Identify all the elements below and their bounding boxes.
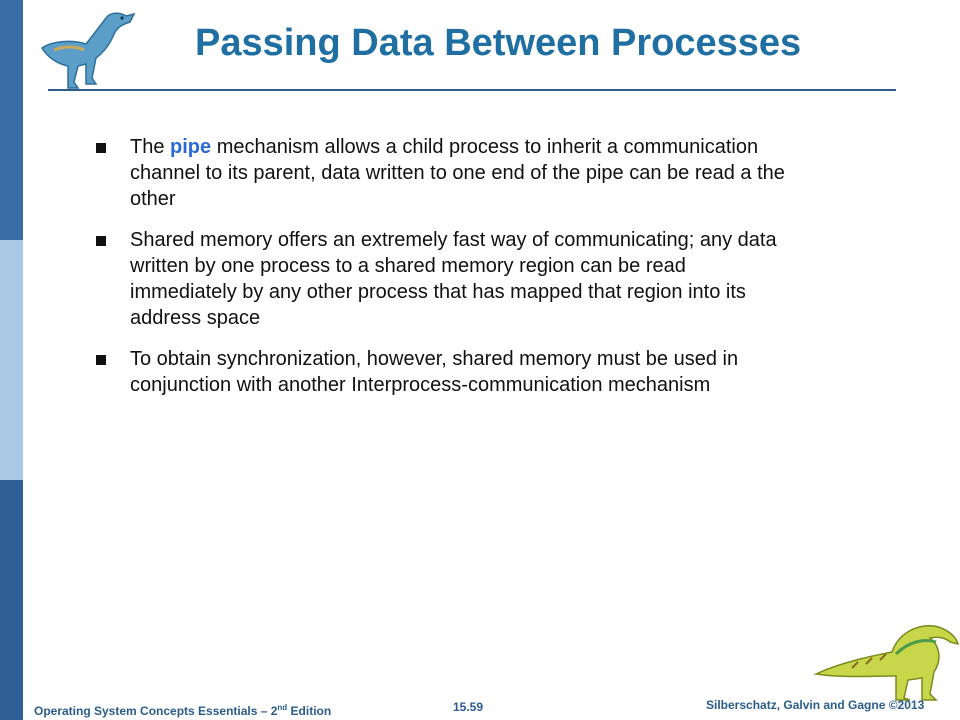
slide-title: Passing Data Between Processes [195,22,802,64]
bullet-text-start: The [130,136,171,158]
bullet-highlight: pipe [170,136,212,158]
bullet-item [96,134,796,212]
footer-book-sup: nd [277,703,288,712]
bullet-item [96,227,796,331]
bullet-text-end: mechanism allows a child process to inherit a communication channel to its parent, data written to one end of the pipe can be read a the other [130,136,785,210]
bullet-text: Shared memory offers an extremely fast way of communicating; any data written by one process to a shared memory region can be read immediately by any other process that has mapped that region into its address space [130,229,777,329]
footer-book-prefix: Operating System Concepts Essentials – 2 [34,704,278,718]
footer-copyright: Silberschatz, Galvin and Gagne ©2013 [706,698,925,712]
footer-book-suffix: Edition [287,704,332,718]
title-divider [48,89,896,91]
bullet-list [96,134,796,413]
side-bar-segment-light [0,240,23,480]
footer-book-title [34,703,331,718]
footer-page-number: 15.59 [453,700,484,714]
bullet-text: To obtain synchronization, however, shared memory must be used in conjunction with another Interprocess-communication mechanism [130,348,739,396]
dinosaur-logo-top-icon [34,4,150,90]
dinosaur-logo-bottom-icon [812,612,960,702]
bullet-square-icon [96,355,106,365]
left-side-bar [0,0,23,720]
side-bar-segment-dark [0,480,23,720]
bullet-item [96,346,796,398]
bullet-square-icon [96,236,106,246]
bullet-square-icon [96,143,106,153]
